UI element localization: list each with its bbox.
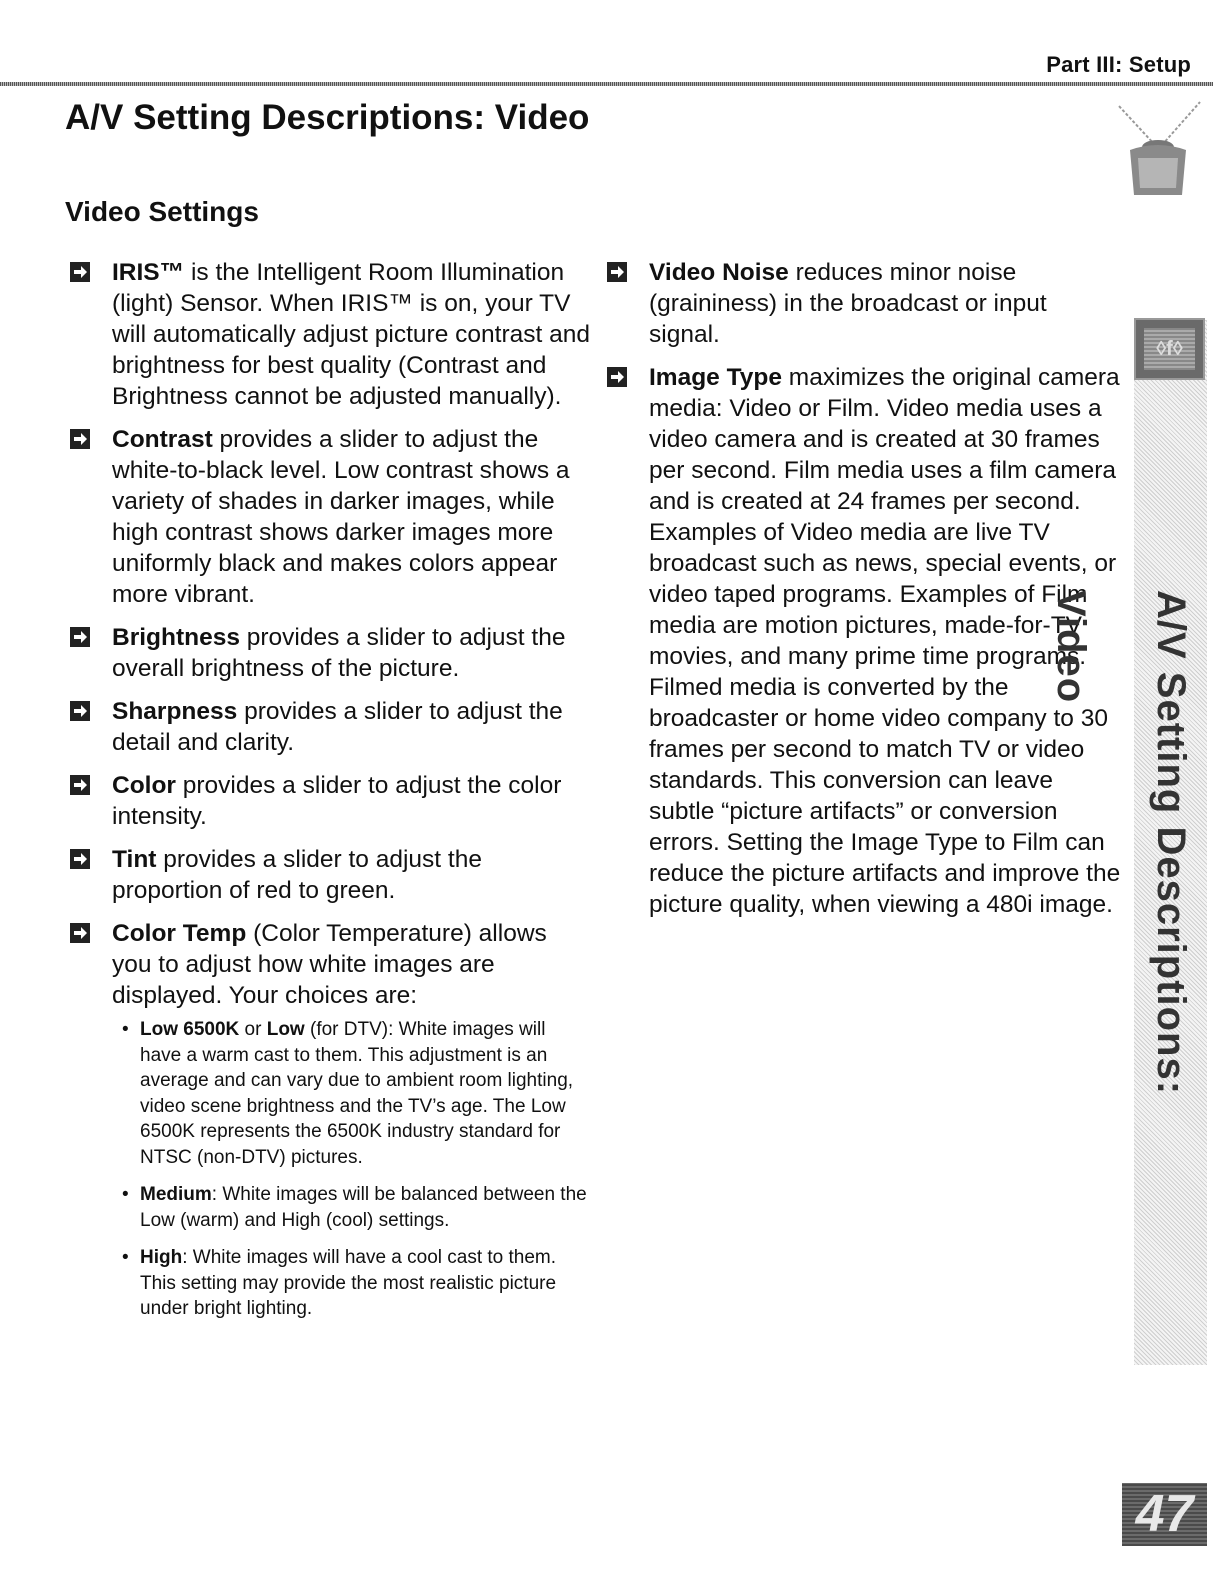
item-text: (Color Temperature) allows you to adjust how white images are displayed. Your choices are: [112, 920, 547, 1009]
arrow-box-icon [70, 849, 90, 869]
item-term: Video Noise [649, 259, 789, 286]
arrow-box-icon [70, 701, 90, 721]
tv-antenna-icon [1100, 100, 1210, 200]
page-number-box [1122, 1483, 1207, 1546]
arrow-box-icon [70, 627, 90, 647]
item-term: Color [112, 772, 176, 799]
arrow-box-icon [70, 923, 90, 943]
item-term: Tint [112, 846, 157, 873]
option-text: : White images will be balanced between the Low (warm) and High (cool) settings. [140, 1184, 587, 1231]
tab-icon-text: ◊f◊ [1144, 328, 1195, 370]
part-label: Part III: Setup [1046, 52, 1191, 77]
list-item [70, 918, 590, 1322]
list-item [70, 622, 590, 684]
item-text: provides a slider to adjust the overall brightness of the picture. [112, 624, 566, 682]
sub-list-item [112, 1245, 590, 1322]
item-term: Image Type [649, 364, 782, 391]
sub-list-item [112, 1182, 590, 1233]
item-text: is the Intelligent Room Illumination (light) Sensor. When IRIS™ is on, your TV will automatically adjust picture contrast and brightness for best quality (Contrast and Brightness cannot be adjusted manually). [112, 259, 590, 410]
left-column [70, 257, 590, 1334]
option-term: Medium [140, 1184, 212, 1205]
option-term: High [140, 1247, 183, 1268]
option-mid: or [239, 1019, 267, 1040]
item-term: Brightness [112, 624, 240, 651]
arrow-box-icon [70, 429, 90, 449]
side-tab-title: A/V Setting Descriptions: Video [1049, 590, 1193, 1096]
option-text: (for DTV): White images will have a warm cast to them. This adjustment is an average and can vary due to ambient room lighting, video scene brightness and the TV’s age. The Low 6500K represents the 6500K industry standard for NTSC (non-DTV) pictures. [140, 1019, 574, 1168]
item-text: provides a slider to adjust the color intensity. [112, 772, 562, 830]
color-temp-options [112, 1017, 590, 1322]
section-title: Video Settings [65, 196, 259, 227]
item-term: Sharpness [112, 698, 238, 725]
settings-tab-icon [1134, 318, 1205, 380]
list-item [70, 424, 590, 610]
item-text: provides a slider to adjust the white-to-black level. Low contrast shows a variety of shades in darker images, while high contrast shows darker images more uniformly black and makes colors appear more vibrant. [112, 426, 570, 608]
arrow-box-icon [607, 367, 627, 387]
arrow-box-icon [70, 775, 90, 795]
list-item [70, 770, 590, 832]
header-rule [0, 82, 1213, 86]
list-item [70, 844, 590, 906]
item-term: Contrast [112, 426, 213, 453]
list-item [70, 696, 590, 758]
arrow-box-icon [70, 262, 90, 282]
item-text: provides a slider to adjust the proportion of red to green. [112, 846, 482, 904]
item-text: provides a slider to adjust the detail and clarity. [112, 698, 563, 756]
item-text: maximizes the original camera media: Video or Film. Video media uses a video camera and is created at 30 frames per second. Film media uses a film camera and is created at 24 frames per second. Examples of Video media are live TV broadcast such as news, special events, or video taped programs. Examples of Film media are motion pictures, made-for-TV movies, and many prime time programs. Filmed media is converted by the broadcaster or home video company to 30 frames per second to match TV or video standards. This conversion can leave subtle “picture artifacts” or conversion errors. Setting the Image Type to Film can reduce the picture artifacts and improve the picture quality, when viewing a 480i image. [649, 364, 1121, 918]
page-title: A/V Setting Descriptions: Video [65, 98, 590, 137]
option-term: Low 6500K [140, 1019, 240, 1040]
option-text: : White images will have a cool cast to them. This setting may provide the most realistic picture under bright lighting. [140, 1247, 557, 1319]
item-term: Color Temp [112, 920, 247, 947]
list-item [607, 257, 1122, 350]
item-term: IRIS™ [112, 259, 185, 286]
option-term-2: Low [266, 1019, 305, 1040]
page-header [0, 52, 1213, 88]
page-number: 47 [1135, 1485, 1194, 1543]
arrow-box-icon [607, 262, 627, 282]
sub-list-item [112, 1017, 590, 1170]
item-text: reduces minor noise (graininess) in the broadcast or input signal. [649, 259, 1047, 348]
list-item [70, 257, 590, 412]
